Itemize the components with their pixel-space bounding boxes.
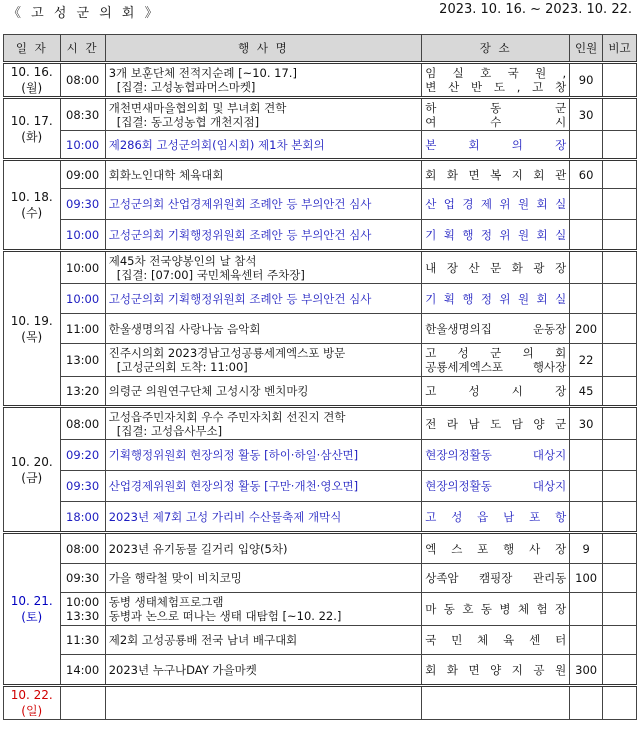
place-cell (422, 63, 570, 98)
column-header: 장 소 (422, 35, 570, 63)
count-cell: 45 (570, 377, 603, 407)
note-cell (603, 131, 637, 160)
event-cell: 고성군의회 기획행정위원회 조례안 등 부의안건 심사 (105, 220, 422, 251)
event-cell: 고성군의회 기획행정위원회 조례안 등 부의안건 심사 (105, 284, 422, 314)
note-cell (603, 440, 637, 471)
time-cell (60, 686, 105, 720)
place-cell: 전 라 남 도 담 양 군 (422, 407, 570, 440)
date-cell: 10. 17. (화) (4, 98, 61, 160)
table-row (4, 63, 637, 98)
place-line: 임 실 호 국 원 , (425, 66, 567, 80)
time-cell: 10:00 (60, 284, 105, 314)
count-cell (570, 502, 603, 533)
event-title: 개천면새마을협의회 및 부녀회 견학 (108, 100, 287, 115)
time-cell: 13:00 (60, 344, 105, 377)
note-cell (603, 251, 637, 284)
count-cell: 300 (570, 655, 603, 686)
place-cell: 내 장 산 문 화 광 장 (422, 251, 570, 284)
time-cell: 08:00 (60, 407, 105, 440)
table-row (4, 98, 637, 131)
time-cell (60, 593, 105, 626)
place-cell: 기 획 행 정 위 원 회 실 (422, 284, 570, 314)
note-cell (603, 533, 637, 564)
time-cell: 09:20 (60, 440, 105, 471)
count-cell (570, 284, 603, 314)
table-row (4, 251, 637, 284)
place-cell (422, 98, 570, 131)
count-cell: 30 (570, 98, 603, 131)
date-cell: 10. 18. (수) (4, 160, 61, 251)
note-cell (603, 626, 637, 655)
time-cell: 09:30 (60, 564, 105, 593)
table-row (4, 440, 637, 471)
event-title: 동병 생태체험프로그램 (108, 595, 224, 609)
place-line: 공룡세계엑스포 행사장 (425, 360, 567, 374)
table-header-row (4, 35, 637, 63)
note-cell (603, 471, 637, 502)
date-cell: 10. 20. (금) (4, 407, 61, 533)
place-cell: 기 획 행 정 위 원 회 실 (422, 220, 570, 251)
event-cell (105, 407, 422, 440)
time-cell: 09:00 (60, 160, 105, 189)
schedule-table (3, 34, 637, 720)
event-cell: 기획행정위원회 현장의정 활동 [하이·하일·삼산면] (105, 440, 422, 471)
count-cell: 9 (570, 533, 603, 564)
time-cell: 14:00 (60, 655, 105, 686)
count-cell: 60 (570, 160, 603, 189)
table-row (4, 533, 637, 564)
count-cell: 22 (570, 344, 603, 377)
note-cell (603, 220, 637, 251)
time-cell: 10:00 (60, 131, 105, 160)
column-header: 비고 (603, 35, 637, 63)
event-cell: 제286회 고성군의회(임시회) 제1차 본회의 (105, 131, 422, 160)
table-row (4, 471, 637, 502)
count-cell (570, 686, 603, 720)
count-cell (570, 189, 603, 220)
event-title: 제45차 전국양봉인의 날 참석 (108, 253, 257, 268)
place-line: 여 수 시 (425, 114, 567, 129)
event-note: [집결: 동고성농협 개천지점] (116, 114, 260, 129)
date-cell: 10. 19. (목) (4, 251, 61, 407)
note-cell (603, 98, 637, 131)
note-cell (603, 655, 637, 686)
table-row (4, 407, 637, 440)
date-range: 2023. 10. 16. ~ 2023. 10. 22. (439, 2, 632, 17)
table-row (4, 564, 637, 593)
place-cell: 산 업 경 제 위 원 회 실 (422, 189, 570, 220)
event-title: 고성읍주민자치회 우수 주민자치회 선진지 견학 (108, 409, 346, 424)
time-cell: 09:30 (60, 471, 105, 502)
time-cell: 10:00 (60, 251, 105, 284)
event-cell: 산업경제위원회 현장의정 활동 [구만·개천·영오면] (105, 471, 422, 502)
place-cell: 회 화 면 양 지 공 원 (422, 655, 570, 686)
event-cell (105, 251, 422, 284)
time-cell: 11:30 (60, 626, 105, 655)
table-row (4, 284, 637, 314)
time-cell: 08:00 (60, 63, 105, 98)
place-line: 고 성 군 의 회 (425, 346, 567, 360)
column-header: 일 자 (4, 35, 61, 63)
event-cell (105, 98, 422, 131)
place-cell: 고 성 시 장 (422, 377, 570, 407)
event-cell (105, 63, 422, 98)
count-cell: 90 (570, 63, 603, 98)
place-cell: 상족암 캠핑장 관리동 (422, 564, 570, 593)
count-cell (570, 220, 603, 251)
count-cell (570, 626, 603, 655)
event-cell: 2023년 유기동물 길거리 입양(5차) (105, 533, 422, 564)
time-line: 10:00 (66, 595, 100, 609)
note-cell (603, 314, 637, 344)
table-row (4, 189, 637, 220)
note-cell (603, 344, 637, 377)
event-cell (105, 344, 422, 377)
event-note: [고성군의회 도착: 11:00] (116, 360, 248, 374)
table-row (4, 686, 637, 720)
page-header (0, 0, 640, 22)
event-cell: 가을 행락철 맞이 비치코밍 (105, 564, 422, 593)
column-header: 행 사 명 (105, 35, 422, 63)
count-cell (570, 593, 603, 626)
date-cell: 10. 22. (일) (4, 686, 61, 720)
place-cell (422, 344, 570, 377)
count-cell: 100 (570, 564, 603, 593)
event-cell: 제2회 고성공룡배 전국 남녀 배구대회 (105, 626, 422, 655)
time-cell: 11:00 (60, 314, 105, 344)
note-cell (603, 284, 637, 314)
place-cell: 마 동 호 동 병 체 험 장 (422, 593, 570, 626)
table-row (4, 655, 637, 686)
place-cell: 현장의정활동 대상지 (422, 440, 570, 471)
event-cell: 고성군의회 산업경제위원회 조례안 등 부의안건 심사 (105, 189, 422, 220)
count-cell: 30 (570, 407, 603, 440)
event-title: 3개 보훈단체 전적지순례 [~10. 17.] (108, 66, 297, 80)
place-cell: 현장의정활동 대상지 (422, 471, 570, 502)
date-cell: 10. 16. (월) (4, 63, 61, 98)
table-row (4, 314, 637, 344)
count-cell: 200 (570, 314, 603, 344)
count-cell (570, 131, 603, 160)
place-cell: 엑 스 포 행 사 장 (422, 533, 570, 564)
note-cell (603, 160, 637, 189)
table-row (4, 344, 637, 377)
count-cell (570, 471, 603, 502)
table-row (4, 131, 637, 160)
event-cell (105, 686, 422, 720)
place-cell: 본 회 의 장 (422, 131, 570, 160)
page-title: 《 고 성 군 의 회 》 (8, 6, 161, 21)
table-row (4, 593, 637, 626)
event-cell: 회화노인대학 체육대회 (105, 160, 422, 189)
event-cell (105, 593, 422, 626)
time-cell: 08:00 (60, 533, 105, 564)
note-cell (603, 564, 637, 593)
place-cell (422, 686, 570, 720)
note-cell (603, 686, 637, 720)
time-cell: 09:30 (60, 189, 105, 220)
note-cell (603, 593, 637, 626)
place-line: 변 산 반 도 , 고 창 (425, 80, 567, 94)
column-header: 시 간 (60, 35, 105, 63)
place-line: 하 동 군 (425, 100, 567, 115)
table-row (4, 160, 637, 189)
note-cell (603, 407, 637, 440)
date-cell: 10. 21. (토) (4, 533, 61, 686)
event-note: 동병과 논으로 떠나는 생태 대탐험 [~10. 22.] (108, 609, 342, 623)
event-cell: 한울생명의집 사랑나눔 음악회 (105, 314, 422, 344)
time-cell: 10:00 (60, 220, 105, 251)
table-row (4, 626, 637, 655)
time-cell: 08:30 (60, 98, 105, 131)
place-cell: 한울생명의집 운동장 (422, 314, 570, 344)
event-note: [집결: [07:00] 국민체육센터 주차장] (116, 267, 305, 282)
note-cell (603, 502, 637, 533)
count-cell (570, 251, 603, 284)
time-cell: 13:20 (60, 377, 105, 407)
place-cell: 고 성 읍 남 포 항 (422, 502, 570, 533)
count-cell (570, 440, 603, 471)
event-title: 진주시의회 2023경남고성공룡세계엑스포 방문 (108, 346, 346, 360)
note-cell (603, 377, 637, 407)
event-note: [집결: 고성읍사무소] (116, 423, 223, 438)
time-cell: 18:00 (60, 502, 105, 533)
place-cell: 국 민 체 육 센 터 (422, 626, 570, 655)
event-cell: 2023년 제7회 고성 가리비 수산물축제 개막식 (105, 502, 422, 533)
event-cell: 2023년 누구나DAY 가을마켓 (105, 655, 422, 686)
table-row (4, 377, 637, 407)
table-row (4, 220, 637, 251)
note-cell (603, 189, 637, 220)
column-header: 인원 (570, 35, 603, 63)
table-row (4, 502, 637, 533)
event-note: [집결: 고성농협파머스마켓] (116, 80, 256, 94)
note-cell (603, 63, 637, 98)
place-cell: 회 화 면 복 지 회 관 (422, 160, 570, 189)
time-line: 13:30 (66, 609, 100, 623)
event-cell: 의령군 의원연구단체 고성시장 벤치마킹 (105, 377, 422, 407)
